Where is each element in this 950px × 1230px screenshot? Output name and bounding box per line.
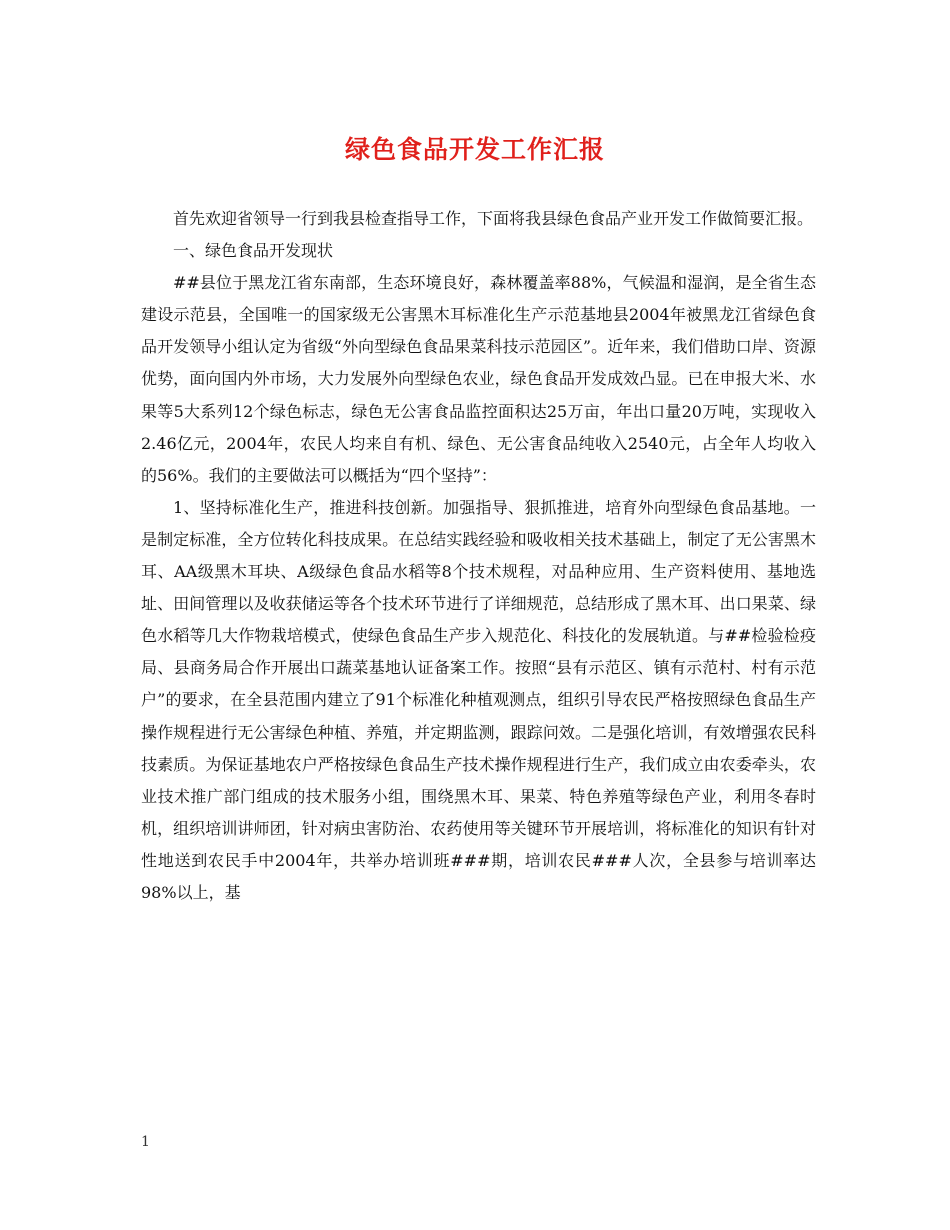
document-title: 绿色食品开发工作汇报 [344,135,605,164]
page-number: 1 [141,1134,150,1150]
document-body [141,203,816,909]
practice-paragraph: 1、坚持标准化生产，推进科技创新。加强指导、狠抓推进，培育外向型绿色食品基地。一是制定标准，全方位转化科技成果。在总结实践经验和吸收相关技术基础上，制定了无公害黑木耳、AA级黑木耳块、A级绿色食品水稻等8个技术规程，对品种应用、生产资料使用、基地选址、田间管理以及收获储运等各个技术环节进行了详细规范，总结形成了黑木耳、出口果菜、绿色水稻等几大作物栽培模式，使绿色食品生产步入规范化、科技化的发展轨道。与##检验检疫局、县商务局合作开展出口蔬菜基地认证备案工作。按照“县有示范区、镇有示范村、村有示范户”的要求，在全县范围内建立了91个标准化种植观测点，组织引导农民严格按照绿色食品生产操作规程进行无公害绿色种植、养殖，并定期监测，跟踪问效。二是强化培训，有效增强农民科技素质。为保证基地农户严格按绿色食品生产技术操作规程进行生产，我们成立由农委牵头，农业技术推广部门组成的技术服务小组，围绕黑木耳、果菜、特色养殖等绿色产业，利用冬春时机，组织培训讲师团，针对病虫害防治、农药使用等关键环节开展培训，将标准化的知识有针对性地送到农民手中2004年，共举办培训班###期，培训农民###人次，全县参与培训率达98%以上，基 [141,497,816,902]
status-paragraph: ##县位于黑龙江省东南部，生态环境良好，森林覆盖率88%，气候温和湿润，是全省生态建设示范县，全国唯一的国家级无公害黑木耳标准化生产示范基地县2004年被黑龙江省绿色食品开发领导小组认定为省级“外向型绿色食品果菜科技示范园区”。近年来，我们借助口岸、资源优势，面向国内外市场，大力发展外向型绿色农业，绿色食品开发成效凸显。已在申报大米、水果等5大系列12个绿色标志，绿色无公害食品监控面积达25万亩，年出口量20万吨，实现收入2.46亿元，2004年，农民人均来自有机、绿色、无公害食品纯收入2540元，占全年人均收入的56%。我们的主要做法可以概括为“四个坚持”： [141,273,816,485]
intro-paragraph: 首先欢迎省领导一行到我县检查指导工作，下面将我县绿色食品产业开发工作做简要汇报。 [173,209,814,228]
section-heading: 一、绿色食品开发现状 [173,241,334,261]
